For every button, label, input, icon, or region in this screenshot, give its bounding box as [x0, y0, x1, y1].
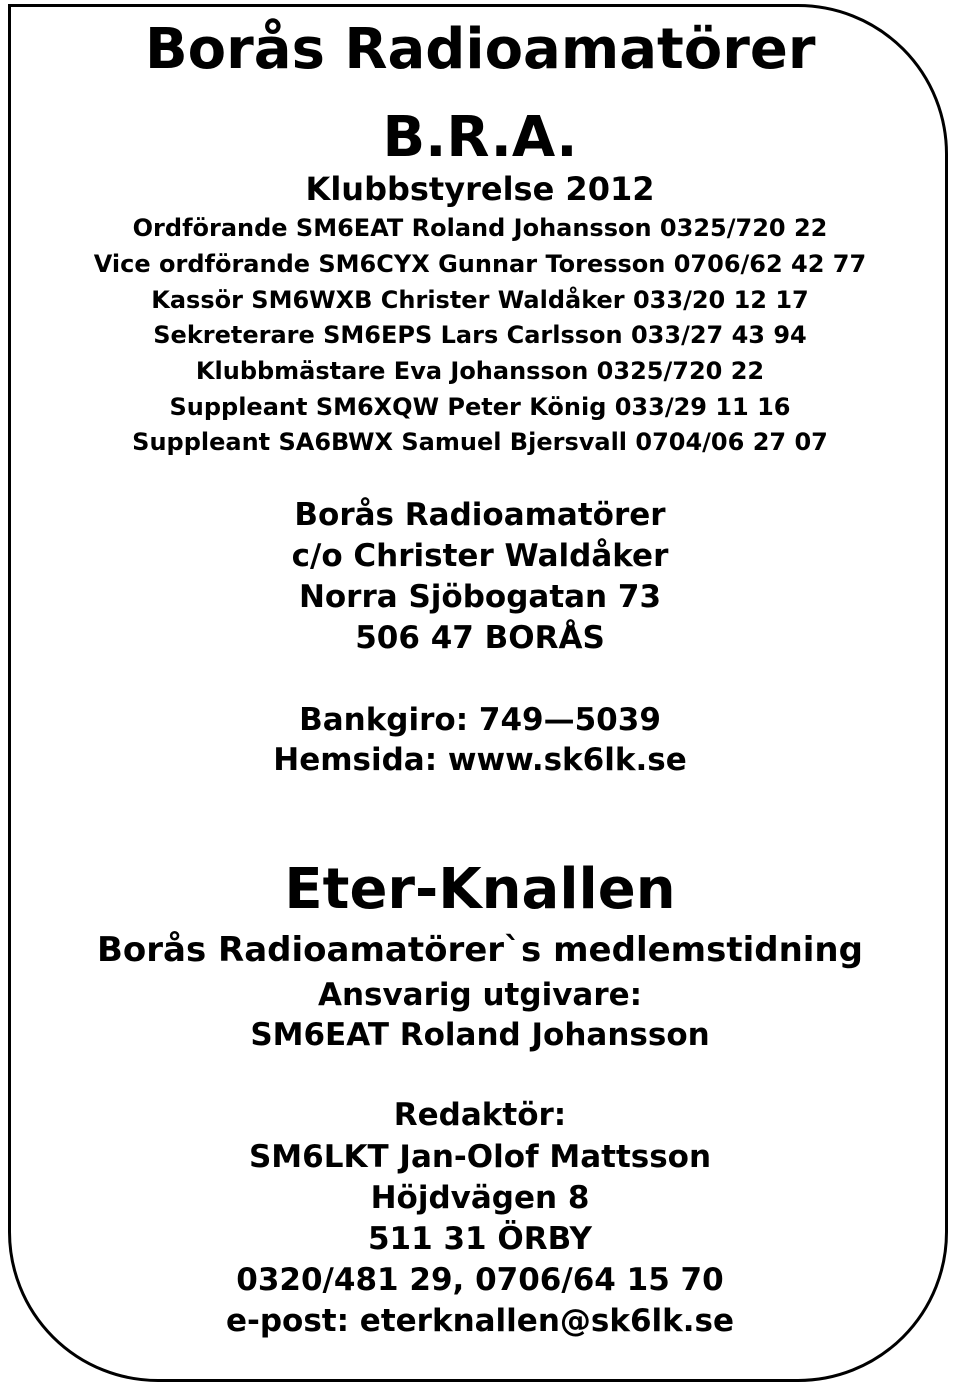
editor-phone: 0320/481 29, 0706/64 15 70 [236, 1262, 724, 1298]
club-name-title: Borås Radioamatörer [145, 17, 816, 82]
newsletter-subtitle: Borås Radioamatörer`s medlemstidning [97, 930, 863, 970]
board-member: Vice ordförande SM6CYX Gunnar Toresson 0706/62 42 77 [93, 250, 867, 278]
page-border [8, 4, 948, 1382]
address-street: Norra Sjöbogatan 73 [298, 579, 662, 615]
board-member: Ordförande SM6EAT Roland Johansson 0325/720 22 [132, 214, 828, 242]
editor-street: Höjdvägen 8 [370, 1180, 590, 1216]
website: Hemsida: www.sk6lk.se [273, 742, 687, 778]
address-co: c/o Christer Waldåker [291, 538, 669, 574]
editor-email: e-post: eterknallen@sk6lk.se [225, 1303, 735, 1339]
board-member: Klubbmästare Eva Johansson 0325/720 22 [195, 357, 765, 385]
board-heading: Klubbstyrelse 2012 [305, 170, 655, 208]
bankgiro: Bankgiro: 749—5039 [299, 702, 661, 738]
editor-label: Redaktör: [393, 1097, 567, 1133]
publisher-label: Ansvarig utgivare: [317, 977, 643, 1013]
publisher-name: SM6EAT Roland Johansson [250, 1017, 710, 1053]
board-member: Sekreterare SM6EPS Lars Carlsson 033/27 43 94 [153, 321, 807, 349]
board-member: Suppleant SM6XQW Peter König 033/29 11 16 [169, 393, 791, 421]
board-member: Kassör SM6WXB Christer Waldåker 033/20 12 17 [151, 286, 809, 314]
newsletter-title: Eter-Knallen [284, 857, 676, 922]
editor-postal: 511 31 ÖRBY [367, 1221, 593, 1257]
club-abbrev: B.R.A. [382, 105, 578, 170]
editor-name: SM6LKT Jan-Olof Mattsson [248, 1139, 712, 1175]
address-postal: 506 47 BORÅS [355, 620, 605, 656]
board-member: Suppleant SA6BWX Samuel Bjersvall 0704/06 27 07 [132, 428, 828, 456]
address-name: Borås Radioamatörer [294, 497, 666, 533]
